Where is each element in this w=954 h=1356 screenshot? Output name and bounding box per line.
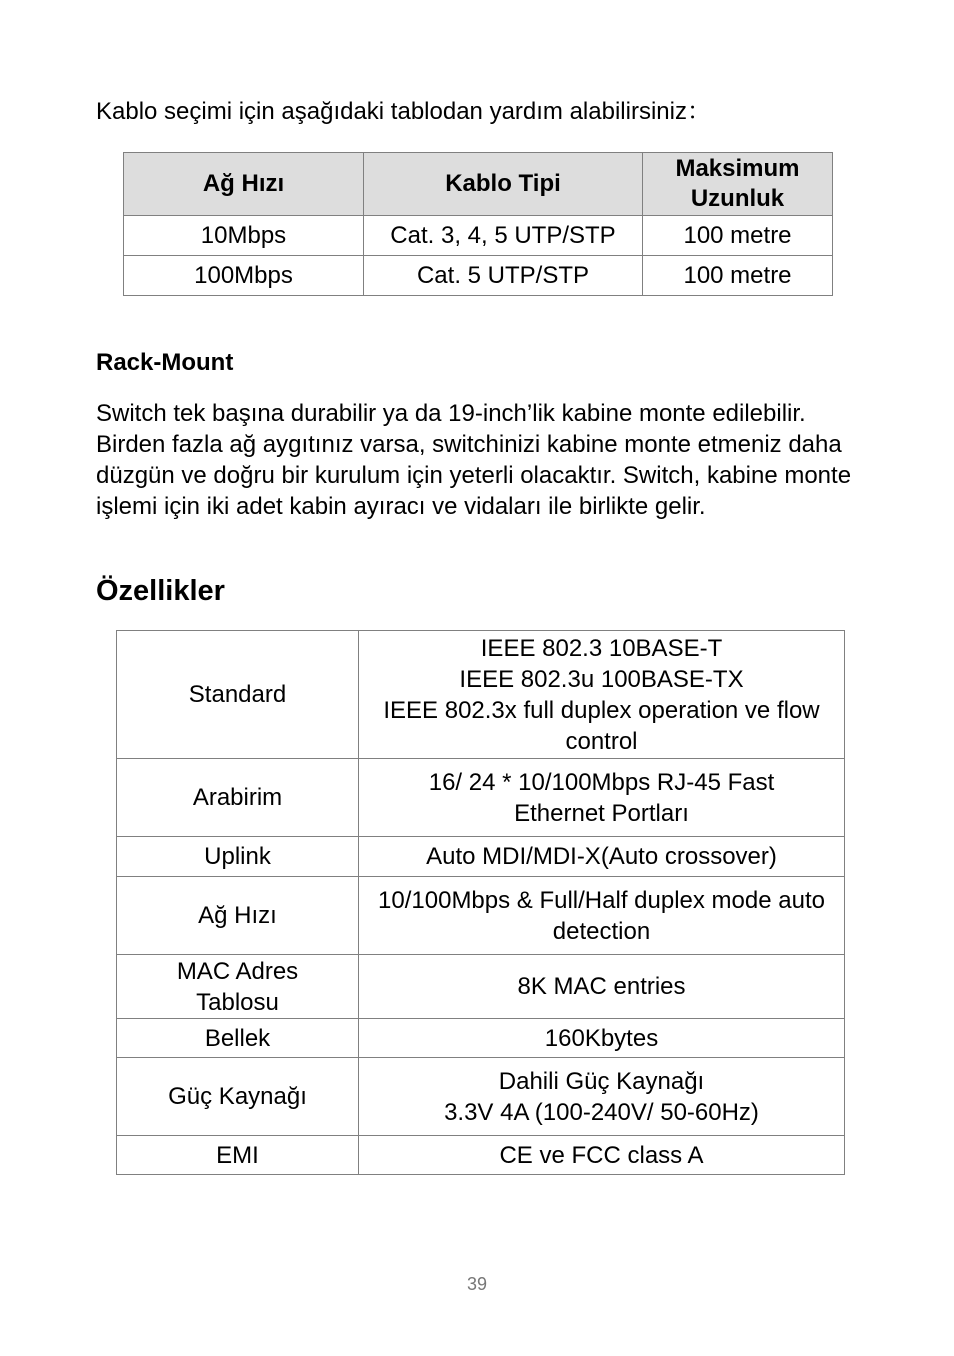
spec-value-line: IEEE 802.3x full duplex operation ve flow control [383, 696, 820, 755]
table-row [117, 1019, 845, 1058]
page-number: 39 [466, 1274, 488, 1294]
spec-value-line: 10/100Mbps & Full/Half duplex mode auto detection [378, 886, 825, 945]
table-row [117, 1058, 845, 1136]
spec-value-line: IEEE 802.3 10BASE-T [480, 634, 723, 662]
intro-text: Kablo seçimi için aşağıdaki tablodan yardım alabilirsiniz： [96, 98, 711, 125]
spec-label-text: Standard [188, 681, 287, 708]
table-row [117, 1136, 845, 1175]
cell-speed: 10Mbps [124, 216, 364, 256]
table-row [117, 759, 845, 837]
spec-value-line: Dahili Güç Kaynağı [498, 1067, 705, 1095]
rack-mount-heading: Rack-Mount [96, 349, 234, 376]
spec-label [117, 837, 359, 877]
spec-label-text: Bellek [204, 1024, 271, 1052]
spec-label-text: Arabirim [192, 784, 283, 811]
features-table [116, 630, 845, 1175]
spec-label [117, 1019, 359, 1058]
spec-value-line: 160Kbytes [544, 1024, 659, 1052]
spec-label [117, 1058, 359, 1136]
spec-value-line: IEEE 802.3u 100BASE-TX [459, 665, 744, 693]
spec-label [117, 877, 359, 955]
cable-selection-table [123, 152, 833, 296]
header-cable-type: Kablo Tipi [364, 153, 643, 216]
spec-value-line: Auto MDI/MDI-X(Auto crossover) [426, 843, 777, 870]
spec-value-line: 8K MAC entries [517, 973, 686, 1000]
cell-max-length: 100 metre [643, 256, 833, 296]
cell-cable-type: Cat. 5 UTP/STP [364, 256, 643, 296]
table-row [117, 955, 845, 1019]
cell-cable-type: Cat. 3, 4, 5 UTP/STP [364, 216, 643, 256]
cell-speed: 100Mbps [124, 256, 364, 296]
table-row [117, 837, 845, 877]
spec-value [359, 955, 845, 1019]
table-row [124, 216, 833, 256]
spec-value [359, 1019, 845, 1058]
spec-value [359, 759, 845, 837]
spec-label [117, 955, 359, 1019]
header-max-length-text: Maksimum Uzunluk [675, 155, 800, 212]
spec-label-text: Güç Kaynağı [168, 1083, 307, 1110]
spec-value [359, 1136, 845, 1175]
rack-mount-paragraph: Switch tek başına durabilir ya da 19-inch’lik kabine monte edilebilir. Birden fazla ağ aygıtınız varsa, switchinizi kabine monte etmeniz daha düzgün ve doğru bir kurulum için yeterli olacaktır. Switch, kabine monte işlemi için iki adet kabin ayıracı ve vidaları ile birlikte gelir. [96, 400, 852, 520]
spec-label-text: MAC Adres Tablosu [176, 957, 299, 1016]
spec-value-line: 16/ 24 * 10/100Mbps RJ-45 Fast Ethernet Portları [428, 768, 775, 827]
spec-value-line: 3.3V 4A (100-240V/ 50-60Hz) [444, 1098, 759, 1126]
spec-label-text: Ağ Hızı [198, 902, 277, 929]
table-row [117, 877, 845, 955]
cell-max-length: 100 metre [643, 216, 833, 256]
spec-label-text: Uplink [204, 843, 271, 870]
spec-label [117, 631, 359, 759]
cable-table-header-row [124, 153, 833, 216]
spec-label [117, 1136, 359, 1175]
header-max-length [643, 153, 833, 216]
table-row [124, 256, 833, 296]
spec-value-line: CE ve FCC class A [499, 1141, 704, 1169]
header-network-speed: Ağ Hızı [124, 153, 364, 216]
features-heading: Özellikler [96, 575, 225, 607]
spec-value [359, 877, 845, 955]
spec-label-text: EMI [216, 1141, 259, 1169]
spec-value [359, 837, 845, 877]
spec-label [117, 759, 359, 837]
spec-value [359, 1058, 845, 1136]
table-row [117, 631, 845, 759]
spec-value [359, 631, 845, 759]
